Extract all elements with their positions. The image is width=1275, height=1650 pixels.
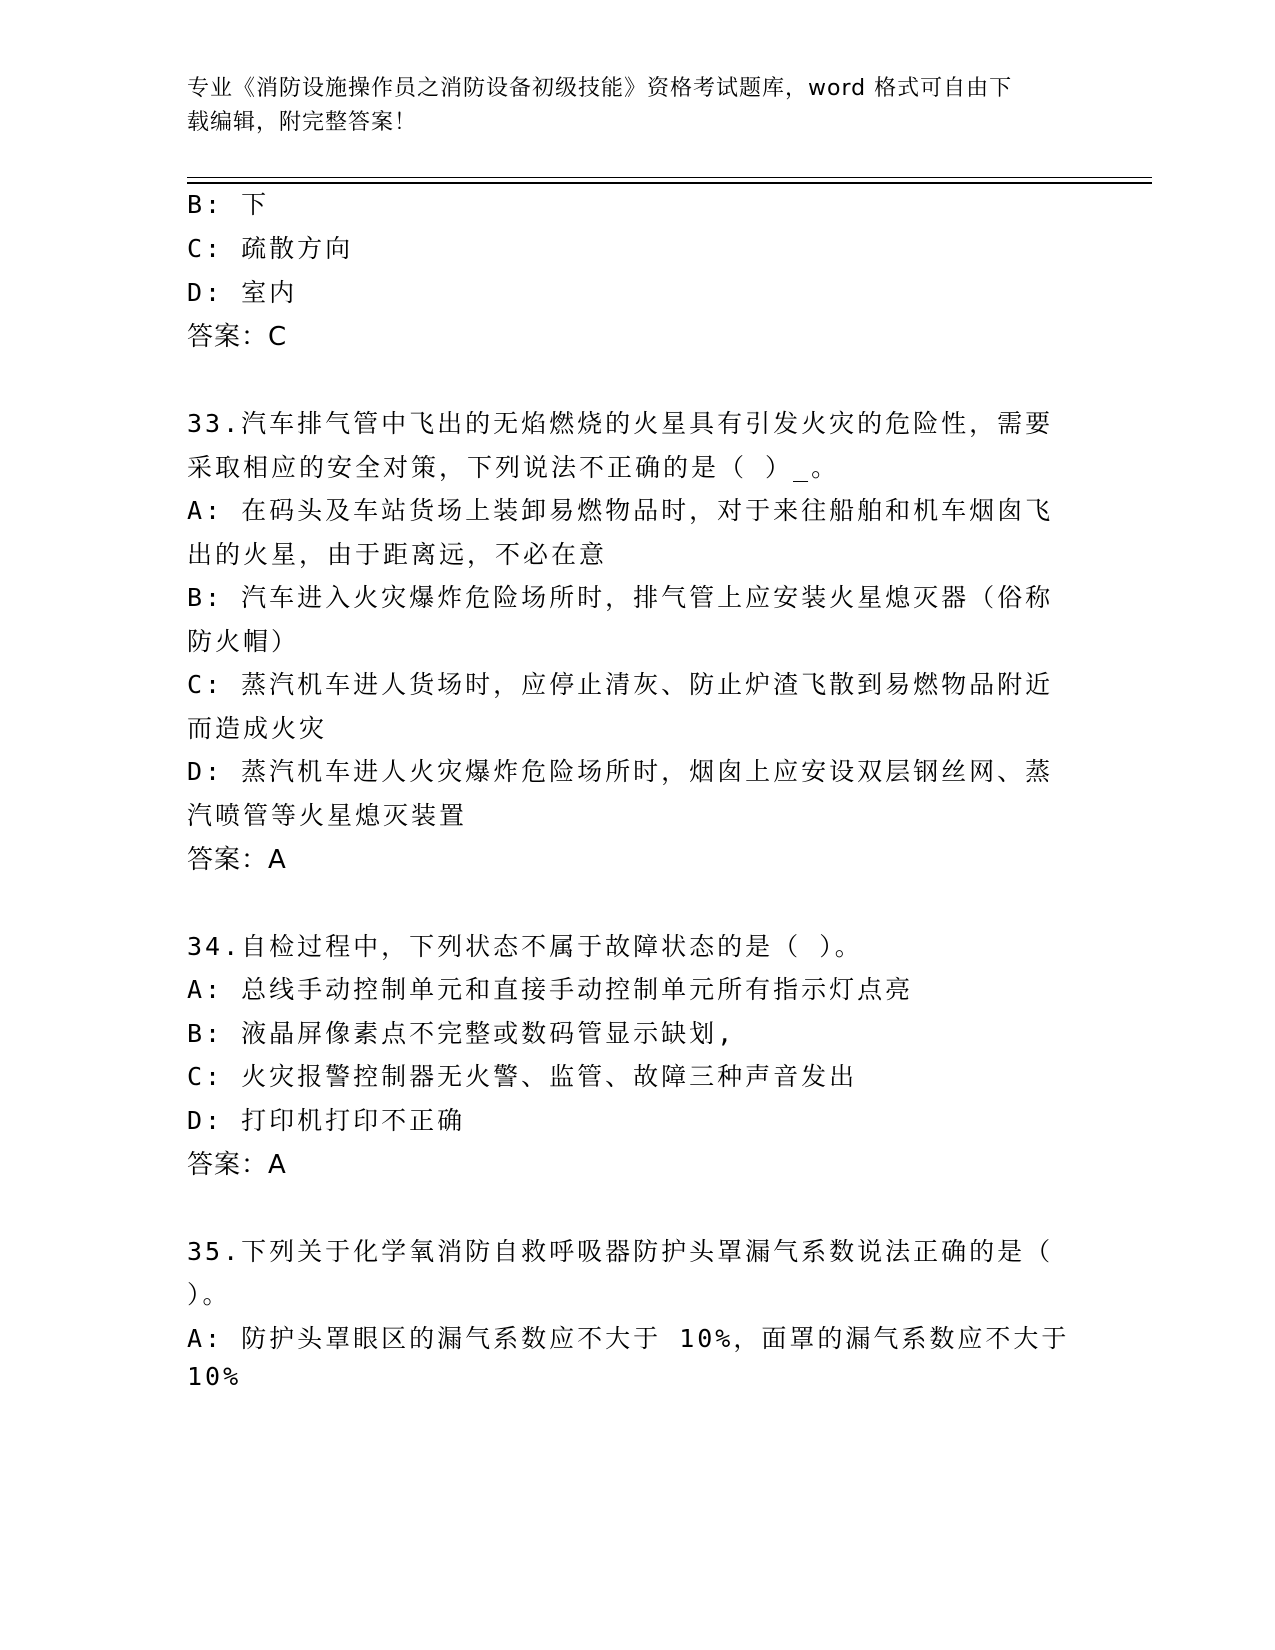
header-line-1: 专业《消防设施操作员之消防设备初级技能》资格考试题库，word 格式可自由下 [187, 76, 1013, 101]
q32-answer: 答案：C [187, 322, 288, 352]
q35-option-a-line-2: 10% [187, 1362, 242, 1391]
q33-option-b-line-2: 防火帽） [187, 627, 300, 656]
q33-option-a-line-2: 出的火星，由于距离远，不必在意 [187, 540, 608, 569]
document-header [187, 72, 1067, 140]
q33-stem-line-1: 33.汽车排气管中飞出的无焰燃烧的火星具有引发火灾的危险性，需要 [187, 409, 1054, 438]
q33-option-a-line-1: A: 在码头及车站货场上装卸易燃物品时，对于来往船舶和机车烟囱飞 [187, 496, 1054, 525]
q33-option-c-line-2: 而造成火灾 [187, 714, 328, 743]
q33-option-d-line-2: 汽喷管等火星熄灭装置 [187, 801, 468, 830]
q35-stem-line-2: ）。 [187, 1280, 231, 1309]
q33-option-d-line-1: D: 蒸汽机车进人火灾爆炸危险场所时，烟囱上应安设双层钢丝网、蒸 [187, 757, 1054, 786]
q34-option-a: A: 总线手动控制单元和直接手动控制单元所有指示灯点亮 [187, 975, 914, 1004]
q35-option-a-line-1: A: 防护头罩眼区的漏气系数应不大于 10%，面罩的漏气系数应不大于 [187, 1324, 1070, 1353]
header-divider-thin [187, 177, 1152, 178]
q33-answer: 答案：A [187, 845, 287, 875]
q33-option-b-line-1: B: 汽车进入火灾爆炸危险场所时，排气管上应安装火星熄灭器（俗称 [187, 583, 1054, 612]
q34-option-b: B: 液晶屏像素点不完整或数码管显示缺划, [187, 1019, 736, 1048]
q32-option-d: D: 室内 [187, 278, 298, 307]
header-line-2: 载编辑，附完整答案！ [187, 110, 418, 135]
q33-stem-line-2: 采取相应的安全对策，下列说法不正确的是（ ）_。 [187, 453, 840, 482]
q35-stem-line-1: 35.下列关于化学氧消防自救呼吸器防护头罩漏气系数说法正确的是（ [187, 1237, 1054, 1266]
q34-option-d: D: 打印机打印不正确 [187, 1106, 466, 1135]
q34-answer: 答案：A [187, 1150, 287, 1180]
q32-option-c: C: 疏散方向 [187, 234, 354, 263]
q34-option-c: C: 火灾报警控制器无火警、监管、故障三种声音发出 [187, 1062, 858, 1091]
q32-option-b: B: 下 [187, 190, 270, 219]
header-divider-thick [187, 182, 1152, 184]
q34-stem: 34.自检过程中，下列状态不属于故障状态的是（ ）。 [187, 932, 863, 961]
q33-option-c-line-1: C: 蒸汽机车进人货场时，应停止清灰、防止炉渣飞散到易燃物品附近 [187, 670, 1054, 699]
